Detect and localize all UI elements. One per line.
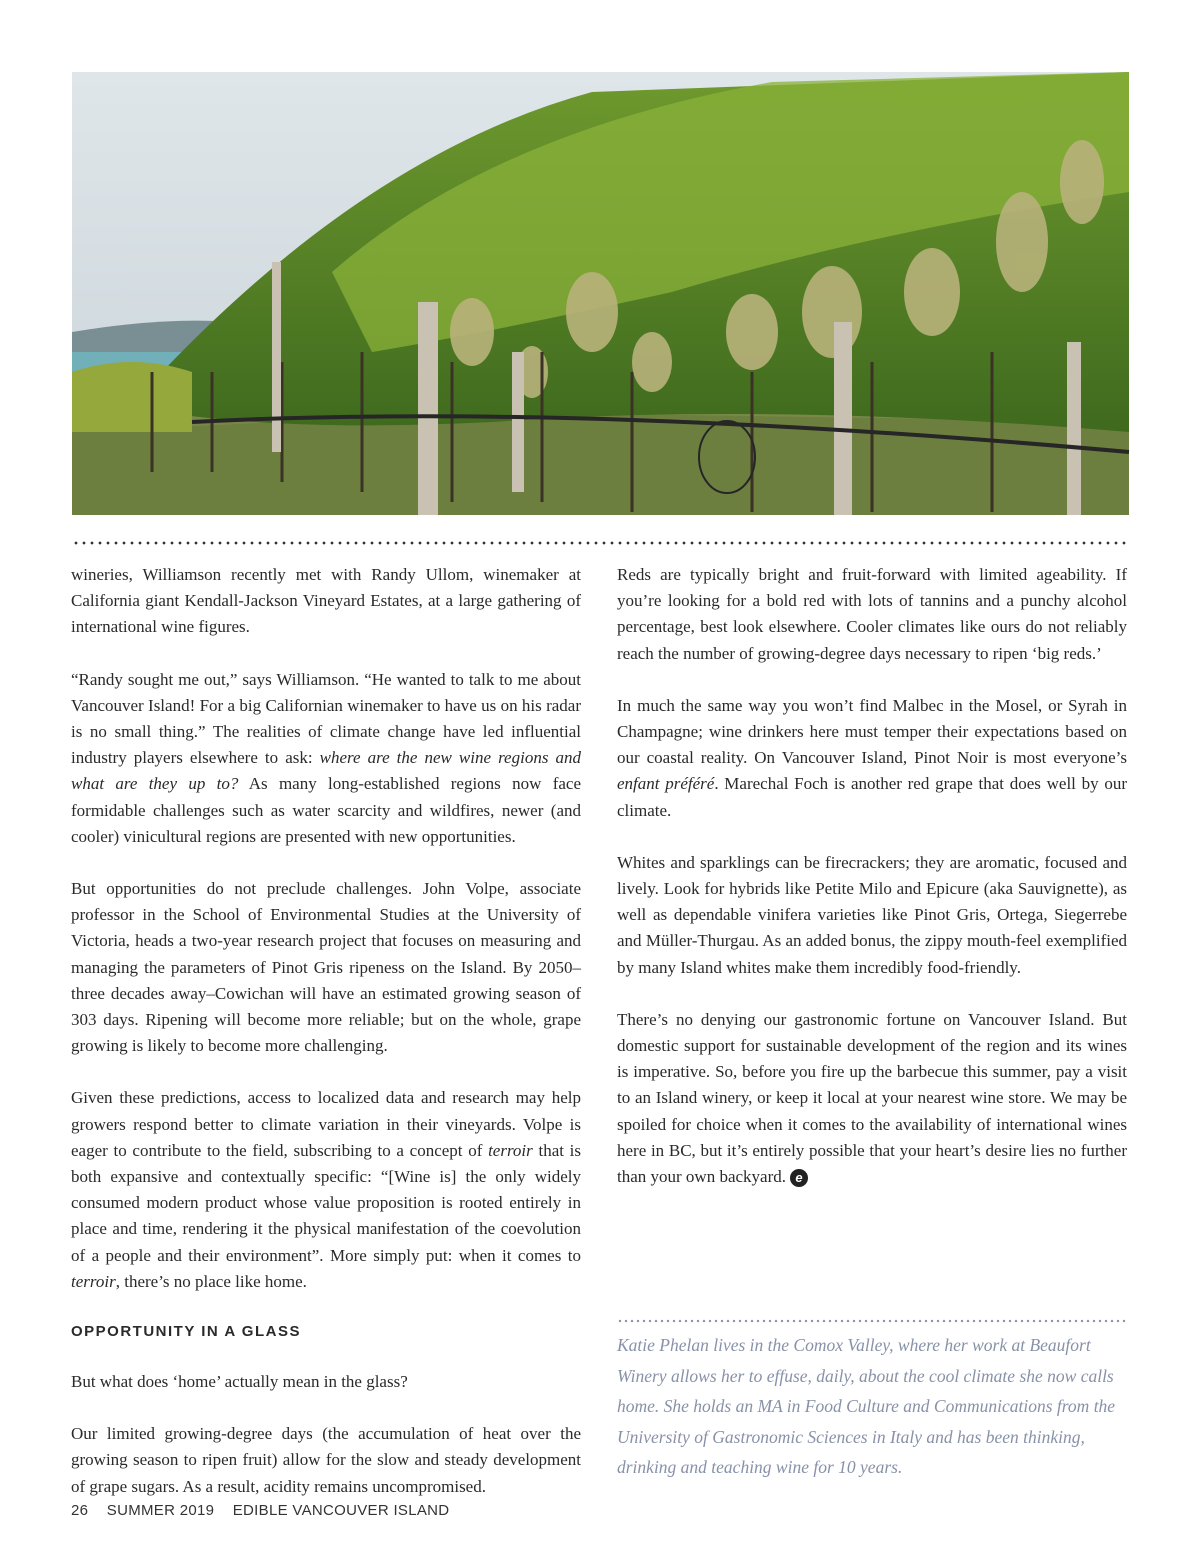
publication-name: EDIBLE VANCOUVER ISLAND [232,1502,450,1519]
end-mark-icon: e [790,1169,808,1187]
paragraph: But opportunities do not preclude challenges. John Volpe, associate professor in the School of Environmental Studies at the University of Victoria, heads a two-year research project that focuses on measuring and managing the parameters of Pinot Gris ripeness on the Island. By 2050–three decades away–Cowichan will have an estimated growing season of 303 days. Ripening will become more reliable; but on the whole, grape growing is likely to become more challenging. [71,879,581,1056]
section-divider [72,540,1129,546]
paragraph: There’s no denying our gastronomic fortune on Vancouver Island. But domestic support for sustainable development of the region and its wines is imperative. So, before you fire up the barbecue this summer, pay a visit to an Island winery, or keep it local at your nearest wine store. We may be spoiled for choice when it comes to the availability of international wines here in BC, but it’s entirely possible that your heart’s desire lies no further than your own backyard. e [617,1009,1127,1187]
author-bio: Katie Phelan lives in the Comox Valley, where her work at Beaufort Winery allows her to effuse, daily, about the cool climate she now calls home. She holds an MA in Food Culture and Communications from the University of Gastronomic Sciences in Italy and has been thinking, drinking and teaching wine for 10 years. [617,1335,1116,1477]
section-subhead: But what does ‘home’ actually mean in the glass? [71,1372,408,1392]
paragraph: Given these predictions, access to localized data and research may help growers respond better to climate variation in their vineyards. Volpe is eager to contribute to the field, subscribing to a concept of terroir that is both expansive and contextually specific: “[Wine is] the only widely consumed modern product whose value proposition is rooted entirely in place and time, rendering it the physical manifestation of the coevolution of a people and their environment”. More simply put: when it comes to terroir, there’s no place like home. [71,1088,581,1291]
right-column [617,562,1127,1190]
paragraph: Whites and sparklings can be firecrackers; they are aromatic, focused and lively. Look for hybrids like Petite Milo and Epicure (aka Sauvignette), as well as dependable vinifera varieties like Pinot Gris, Ortega, Siegerrebe and Müller-Thurgau. As an added bonus, the zippy mouth-feel exemplified by many Island whites make them incredibly food-friendly. [617,852,1127,977]
vineyard-illustration [72,72,1129,515]
paragraph: In much the same way you won’t find Malbec in the Mosel, or Syrah in Champagne; wine drinkers here must temper their expectations based on our coastal reality. On Vancouver Island, Pinot Noir is most everyone’s enfant préféré. Marechal Foch is another red grape that does well by our climate. [617,695,1127,820]
vineyard-photo [72,72,1192,515]
issue-label: SUMMER 2019 [106,1502,215,1519]
page-number: 26 [71,1502,89,1519]
page-footer [71,1502,463,1519]
left-column [71,562,581,1500]
section-heading: OPPORTUNITY IN A GLASS [71,1323,301,1341]
paragraph: “Randy sought me out,” says Williamson. “He wanted to talk to me about Vancouver Island! For a big Californian winemaker to have us on his radar is no small thing.” The realities of climate change have led influential industry players elsewhere to ask: where are the new wine regions and what are they up to? As many long-established regions now face formidable challenges such as water scarcity and wildfires, newer (and cooler) vinicultural regions are presented with new opportunities. [71,669,581,846]
photo-credit: Photo by Charlie Arneson [1173,164,1192,342]
paragraph: Reds are typically bright and fruit-forward with limited ageability. If you’re looking for a bold red with lots of tannins and a punchy alcohol percentage, best look elsewhere. Cooler climates like ours do not reliably reach the number of growing-degree days necessary to ripen ‘big reds.’ [617,565,1127,663]
paragraph: Our limited growing-degree days (the accumulation of heat over the growing season to ripen fruit) allow for the slow and steady development of grape sugars. As a result, acidity remains uncompromised. [71,1424,581,1496]
bio-divider [617,1318,1127,1324]
paragraph: wineries, Williamson recently met with Randy Ullom, winemaker at California giant Kendall-Jackson Vineyard Estates, at a large gathering of international wine figures. [71,565,581,637]
